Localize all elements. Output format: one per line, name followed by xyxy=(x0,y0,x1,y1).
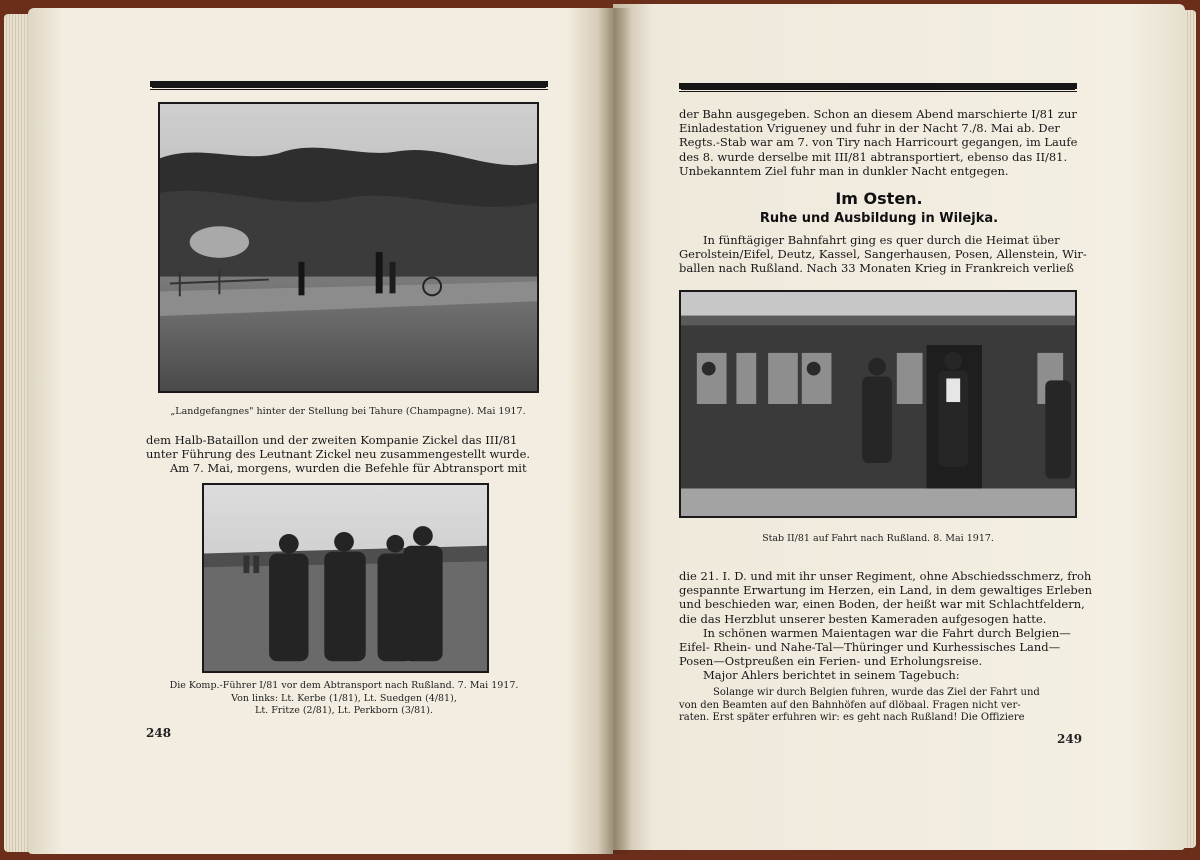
text-line: von den Beamten auf den Bahnhöfen auf dlöbaal. Fragen nicht ver- xyxy=(679,699,1021,711)
header-rule xyxy=(150,81,548,87)
book-gutter xyxy=(598,8,632,854)
text-line: raten. Erst später erfuhren wir: es geht nach Rußland! Die Offiziere xyxy=(679,712,1025,723)
text-line: dem Halb-Bataillon und der zweiten Kompanie Zickel das III/81 xyxy=(146,433,518,447)
text-line: gespannte Erwartung im Herzen, ein Land, in dem gewaltiges Erleben xyxy=(679,583,1092,598)
left-page-edges xyxy=(4,14,30,852)
text-line: In schönen warmen Maientagen war die Fahrt durch Belgien— xyxy=(703,625,1071,640)
right-page xyxy=(613,4,1185,850)
text-line: die das Herzblut unserer besten Kameraden aufgesogen hatte. xyxy=(679,611,1047,626)
text-line: die 21. I. D. und mit ihr unser Regiment, ohne Abschiedsschmerz, froh xyxy=(679,569,1092,583)
left-page xyxy=(28,8,613,854)
page-number: 249 xyxy=(1057,732,1083,746)
photo-train-staff xyxy=(679,290,1077,518)
page-number: 248 xyxy=(146,726,172,740)
caption-line: Lt. Fritze (2/81), Lt. Perkborn (3/81). xyxy=(255,705,433,716)
photo-image xyxy=(681,292,1075,516)
text-line: Unbekanntem Ziel fuhr man in dunkler Nacht entgegen. xyxy=(679,163,1009,178)
caption-line: Die Komp.-Führer I/81 vor dem Abtransport nach Rußland. 7. Mai 1917. xyxy=(169,680,519,691)
section-subheading: Ruhe und Ausbildung in Wilejka. xyxy=(759,211,999,226)
header-rule xyxy=(679,83,1077,89)
right-intro-text xyxy=(679,233,1087,276)
text-line: Einladestation Vrigueney und fuhr in der Nacht 7./8. Mai ab. Der xyxy=(679,121,1060,136)
photo-prisoners-field xyxy=(158,102,539,393)
text-line: Am 7. Mai, morgens, wurden die Befehle für Abtransport mit xyxy=(170,461,527,476)
photo-company-leaders xyxy=(202,483,489,673)
photo-caption: Stab II/81 auf Fahrt nach Rußland. 8. Mai 1917. xyxy=(762,533,994,544)
text-line: Regts.-Stab war am 7. von Tiry nach Harricourt gegangen, im Laufe xyxy=(679,135,1078,150)
section-heading: Im Osten. xyxy=(835,189,923,208)
text-line: der Bahn ausgegeben. Schon an diesem Abend marschierte I/81 zur xyxy=(679,107,1077,121)
right-quote-text xyxy=(679,687,1079,725)
photo-image xyxy=(160,104,537,391)
text-line: In fünftägiger Bahnfahrt ging es quer durch die Heimat über xyxy=(703,233,1060,247)
right-body-text xyxy=(679,569,1092,683)
caption-line: Von links: Lt. Kerbe (1/81), Lt. Suedgen (4/81), xyxy=(231,692,457,704)
text-line: des 8. wurde derselbe mit III/81 abtransportiert, ebenso das II/81. xyxy=(679,149,1068,164)
photo-image xyxy=(204,485,487,671)
caption-bottom xyxy=(148,680,540,718)
caption-top: „Landgefangnes" hinter der Stellung bei Tahure (Champagne). Mai 1917. xyxy=(170,406,526,417)
right-top-text xyxy=(679,107,1079,178)
text-line: ballen nach Rußland. Nach 33 Monaten Krieg in Frankreich verließ xyxy=(679,261,1074,276)
text-line: unter Führung des Leutnant Zickel neu zusammengestellt wurde. xyxy=(146,447,531,462)
text-line: Eifel- Rhein- und Nahe-Tal—Thüringer und Kurhessisches Land— xyxy=(679,640,1061,655)
text-line: Solange wir durch Belgien fuhren, wurde das Ziel der Fahrt und xyxy=(713,687,1040,698)
text-line: Major Ahlers berichtet in seinem Tagebuch: xyxy=(703,668,960,683)
text-line: Gerolstein/Eifel, Deutz, Kassel, Sangerhausen, Posen, Allenstein, Wir- xyxy=(679,247,1087,262)
text-line: und beschieden war, einen Boden, der heißt war mit Schlachtfeldern, xyxy=(679,597,1085,612)
text-line: Posen—Ostpreußen ein Ferien- und Erholungsreise. xyxy=(679,654,983,669)
left-body-text xyxy=(146,433,548,476)
